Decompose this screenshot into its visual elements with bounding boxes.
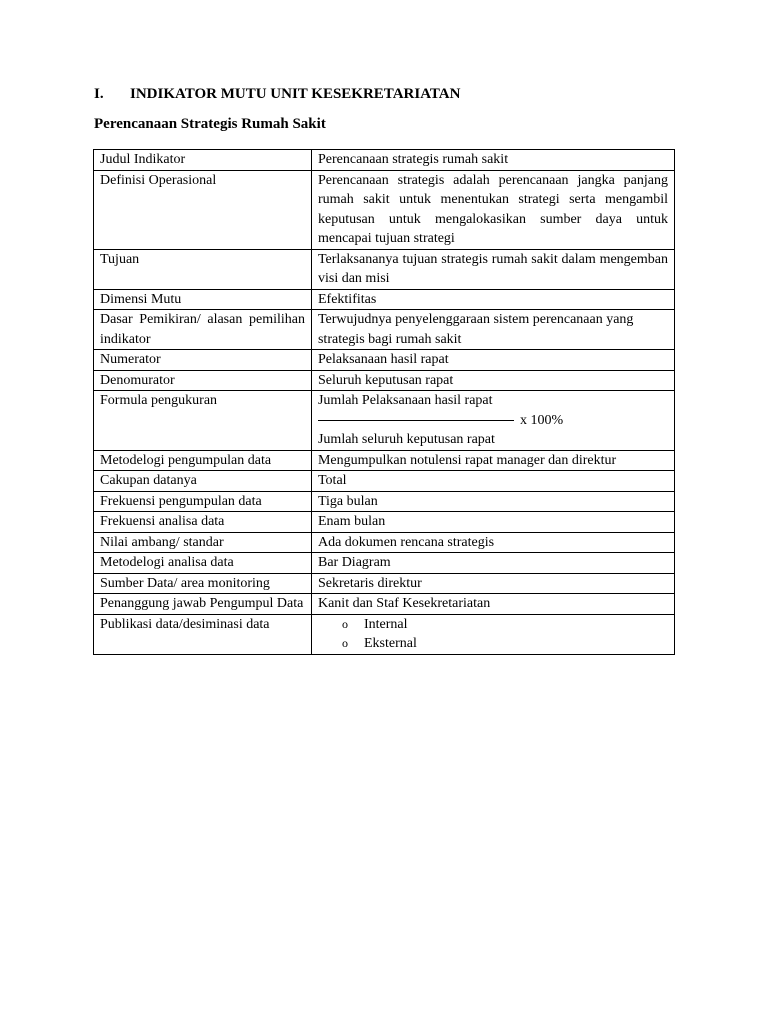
table-row-dimensi-mutu — [94, 289, 675, 310]
row-label: Definisi Operasional — [94, 170, 312, 249]
fraction-bar — [318, 420, 514, 421]
table-row-sumber-data — [94, 573, 675, 594]
row-value: Seluruh keputusan rapat — [311, 370, 674, 391]
bullet-icon: o — [341, 636, 348, 650]
list-item-label: Internal — [363, 616, 408, 632]
row-value: Tiga bulan — [311, 491, 674, 512]
formula-multiplier: x 100% — [519, 412, 564, 428]
list-item-label: Eksternal — [363, 636, 417, 651]
table-row-metodologi-analisa — [94, 553, 675, 574]
row-label: Numerator — [94, 350, 312, 371]
list-item — [342, 634, 668, 654]
publikasi-list — [318, 615, 668, 654]
formula-fraction-line — [318, 411, 668, 431]
table-row-definisi-operasional — [94, 170, 675, 249]
indicator-subheading: Perencanaan Strategis Rumah Sakit — [94, 116, 326, 132]
table-row-numerator — [94, 350, 675, 371]
row-label: Formula pengukuran — [94, 391, 312, 451]
formula-numerator: Jumlah Pelaksanaan hasil rapat — [317, 393, 493, 408]
row-value: Terlaksananya tujuan strategis rumah sakit dalam mengemban visi dan misi — [311, 249, 674, 289]
row-label: Metodelogi analisa data — [94, 553, 312, 574]
table-row-penanggung-jawab — [94, 594, 675, 615]
row-label: Nilai ambang/ standar — [94, 532, 312, 553]
section-title: INDIKATOR MUTU UNIT KESEKRETARIATAN — [130, 86, 461, 102]
formula-cell — [311, 391, 674, 451]
row-value: Mengumpulkan notulensi rapat manager dan direktur — [311, 450, 674, 471]
row-value: Kanit dan Staf Kesekretariatan — [311, 594, 674, 615]
row-value: Total — [311, 471, 674, 492]
row-label: Frekuensi pengumpulan data — [94, 491, 312, 512]
row-value: Terwujudnya penyelenggaraan sistem perencanaan yang strategis bagi rumah sakit — [311, 310, 674, 350]
row-value: Enam bulan — [311, 512, 674, 533]
row-value: Perencanaan strategis rumah sakit — [311, 150, 674, 171]
table-row-cakupan — [94, 471, 675, 492]
table-row-tujuan — [94, 249, 675, 289]
row-value: Pelaksanaan hasil rapat — [311, 350, 674, 371]
bullet-icon: o — [341, 616, 348, 631]
row-label: Judul Indikator — [94, 150, 312, 171]
row-label: Dasar Pemikiran/ alasan pemilihan indikator — [94, 310, 312, 350]
row-value: Bar Diagram — [311, 553, 674, 574]
row-label: Dimensi Mutu — [94, 289, 312, 310]
row-value: Ada dokumen rencana strategis — [311, 532, 674, 553]
row-label: Frekuensi analisa data — [94, 512, 312, 533]
row-value: Perencanaan strategis adalah perencanaan jangka panjang rumah sakit untuk menentukan strategi serta mengambil keputusan untuk mengalokasikan sumber daya untuk mencapai tujuan strategi — [311, 170, 674, 249]
table-row-frekuensi-pengumpulan — [94, 491, 675, 512]
row-label: Sumber Data/ area monitoring — [94, 573, 312, 594]
publikasi-cell — [311, 614, 674, 654]
indicator-table — [93, 149, 675, 655]
table-row-formula-pengukuran — [94, 391, 675, 451]
table-row-metodologi-pengumpulan — [94, 450, 675, 471]
row-label: Tujuan — [94, 249, 312, 289]
row-label: Publikasi data/desiminasi data — [94, 614, 312, 654]
row-label: Cakupan datanya — [94, 471, 312, 492]
table-row-publikasi — [94, 614, 675, 654]
section-number: I. — [94, 86, 104, 102]
row-label: Denomurator — [94, 370, 312, 391]
table-row-dasar-pemikiran — [94, 310, 675, 350]
list-item — [342, 615, 668, 635]
table-row-nilai-ambang — [94, 532, 675, 553]
row-label: Penanggung jawab Pengumpul Data — [94, 594, 312, 615]
table-row-frekuensi-analisa — [94, 512, 675, 533]
table-row-denominator — [94, 370, 675, 391]
row-value: Efektifitas — [311, 289, 674, 310]
table-row-judul-indikator — [94, 150, 675, 171]
row-label: Metodelogi pengumpulan data — [94, 450, 312, 471]
row-value: Sekretaris direktur — [311, 573, 674, 594]
formula-denominator: Jumlah seluruh keputusan rapat — [317, 432, 495, 447]
section-heading — [94, 86, 460, 103]
